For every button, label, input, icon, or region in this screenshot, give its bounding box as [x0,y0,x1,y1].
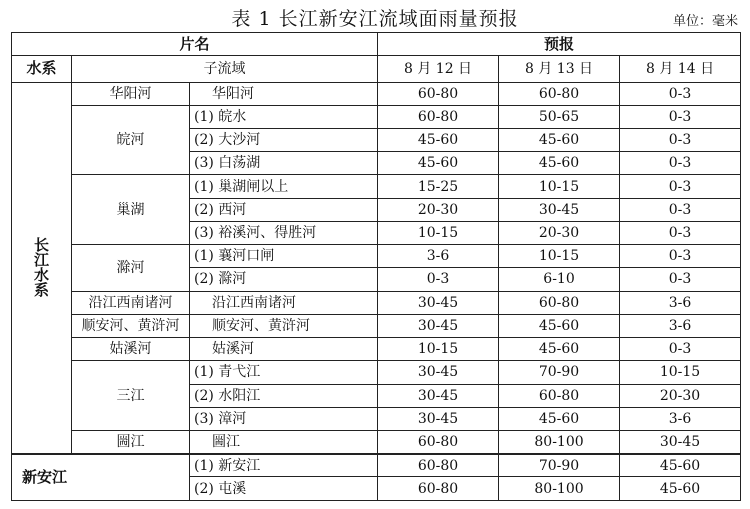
subbasin-cell: 姑溪河 [190,338,378,361]
table-row [12,314,741,337]
header-date-1: 8 月 12 日 [378,56,499,82]
area-cell: 皖河 [72,105,190,175]
subbasin-cell: 沿江西南诸河 [190,291,378,314]
area-cell: 滁河 [72,245,190,291]
value-d1: 60-80 [378,454,499,477]
area-cell: 巢湖 [72,175,190,245]
value-d1: 60-80 [378,431,499,454]
header-system: 水系 [12,56,72,82]
table-row [12,454,741,477]
subbasin-cell: (3) 漳河 [190,407,378,430]
subbasin-cell: (2) 屯溪 [190,477,378,501]
value-d3: 10-15 [620,361,741,384]
area-cell: 圌江 [72,431,190,454]
table-row [12,338,741,361]
value-d2: 60-80 [499,82,620,105]
value-d3: 0-3 [620,175,741,198]
value-d1: 20-30 [378,198,499,221]
value-d1: 45-60 [378,152,499,175]
value-d2: 6-10 [499,268,620,291]
value-d2: 45-60 [499,407,620,430]
table-row [12,105,741,128]
system-xinanjiang: 新安江 [12,454,190,501]
value-d2: 60-80 [499,384,620,407]
value-d3: 3-6 [620,291,741,314]
area-cell: 三江 [72,361,190,431]
area-cell: 姑溪河 [72,338,190,361]
value-d1: 45-60 [378,128,499,151]
value-d1: 10-15 [378,338,499,361]
value-d2: 45-60 [499,338,620,361]
header-date-2: 8 月 13 日 [499,56,620,82]
value-d2: 30-45 [499,198,620,221]
value-d1: 30-45 [378,361,499,384]
value-d2: 45-60 [499,314,620,337]
value-d3: 0-3 [620,198,741,221]
value-d1: 0-3 [378,268,499,291]
header-row-1 [12,33,741,56]
subbasin-cell: (2) 水阳江 [190,384,378,407]
subbasin-cell: (2) 滁河 [190,268,378,291]
subbasin-cell: 圌江 [190,431,378,454]
table-row [12,82,741,105]
value-d2: 45-60 [499,152,620,175]
value-d2: 70-90 [499,454,620,477]
header-date-3: 8 月 14 日 [620,56,741,82]
value-d1: 10-15 [378,221,499,244]
value-d2: 20-30 [499,221,620,244]
subbasin-cell: 华阳河 [190,82,378,105]
subbasin-cell: (1) 皖水 [190,105,378,128]
value-d3: 45-60 [620,477,741,501]
table-row [12,291,741,314]
subbasin-cell: (1) 巢湖闸以上 [190,175,378,198]
value-d1: 30-45 [378,314,499,337]
value-d2: 60-80 [499,291,620,314]
value-d1: 60-80 [378,477,499,501]
subbasin-cell: (1) 青弋江 [190,361,378,384]
value-d3: 0-3 [620,128,741,151]
value-d3: 0-3 [620,82,741,105]
value-d1: 60-80 [378,82,499,105]
value-d3: 0-3 [620,221,741,244]
header-row-2 [12,56,741,82]
value-d1: 15-25 [378,175,499,198]
title-row [0,0,750,32]
value-d1: 30-45 [378,407,499,430]
header-forecast: 预报 [378,33,741,56]
table-row [12,361,741,384]
value-d3: 0-3 [620,105,741,128]
subbasin-cell: (1) 襄河口闸 [190,245,378,268]
system-changjiang: 长江水系 [12,82,72,454]
value-d2: 50-65 [499,105,620,128]
unit-label: 单位：毫米 [672,14,738,29]
subbasin-cell: (2) 西河 [190,198,378,221]
value-d1: 3-6 [378,245,499,268]
table-row [12,175,741,198]
subbasin-cell: (1) 新安江 [190,454,378,477]
value-d2: 80-100 [499,431,620,454]
value-d3: 0-3 [620,268,741,291]
value-d2: 10-15 [499,175,620,198]
subbasin-cell: (2) 大沙河 [190,128,378,151]
value-d3: 20-30 [620,384,741,407]
value-d3: 45-60 [620,454,741,477]
subbasin-cell: (3) 裕溪河、得胜河 [190,221,378,244]
value-d1: 30-45 [378,291,499,314]
value-d3: 0-3 [620,245,741,268]
header-area: 片名 [12,33,378,56]
value-d3: 30-45 [620,431,741,454]
header-subbasin: 子流域 [72,56,378,82]
forecast-table [11,32,741,501]
subbasin-cell: (3) 白荡湖 [190,152,378,175]
table-title: 表 1 长江新安江流域面雨量预报 [231,8,519,30]
value-d3: 0-3 [620,338,741,361]
value-d2: 70-90 [499,361,620,384]
area-cell: 华阳河 [72,82,190,105]
value-d2: 10-15 [499,245,620,268]
value-d3: 0-3 [620,152,741,175]
value-d2: 80-100 [499,477,620,501]
table-row [12,431,741,454]
area-cell: 顺安河、黄浒河 [72,314,190,337]
table-row [12,245,741,268]
area-cell: 沿江西南诸河 [72,291,190,314]
subbasin-cell: 顺安河、黄浒河 [190,314,378,337]
value-d2: 45-60 [499,128,620,151]
value-d1: 30-45 [378,384,499,407]
value-d1: 60-80 [378,105,499,128]
value-d3: 3-6 [620,314,741,337]
value-d3: 3-6 [620,407,741,430]
